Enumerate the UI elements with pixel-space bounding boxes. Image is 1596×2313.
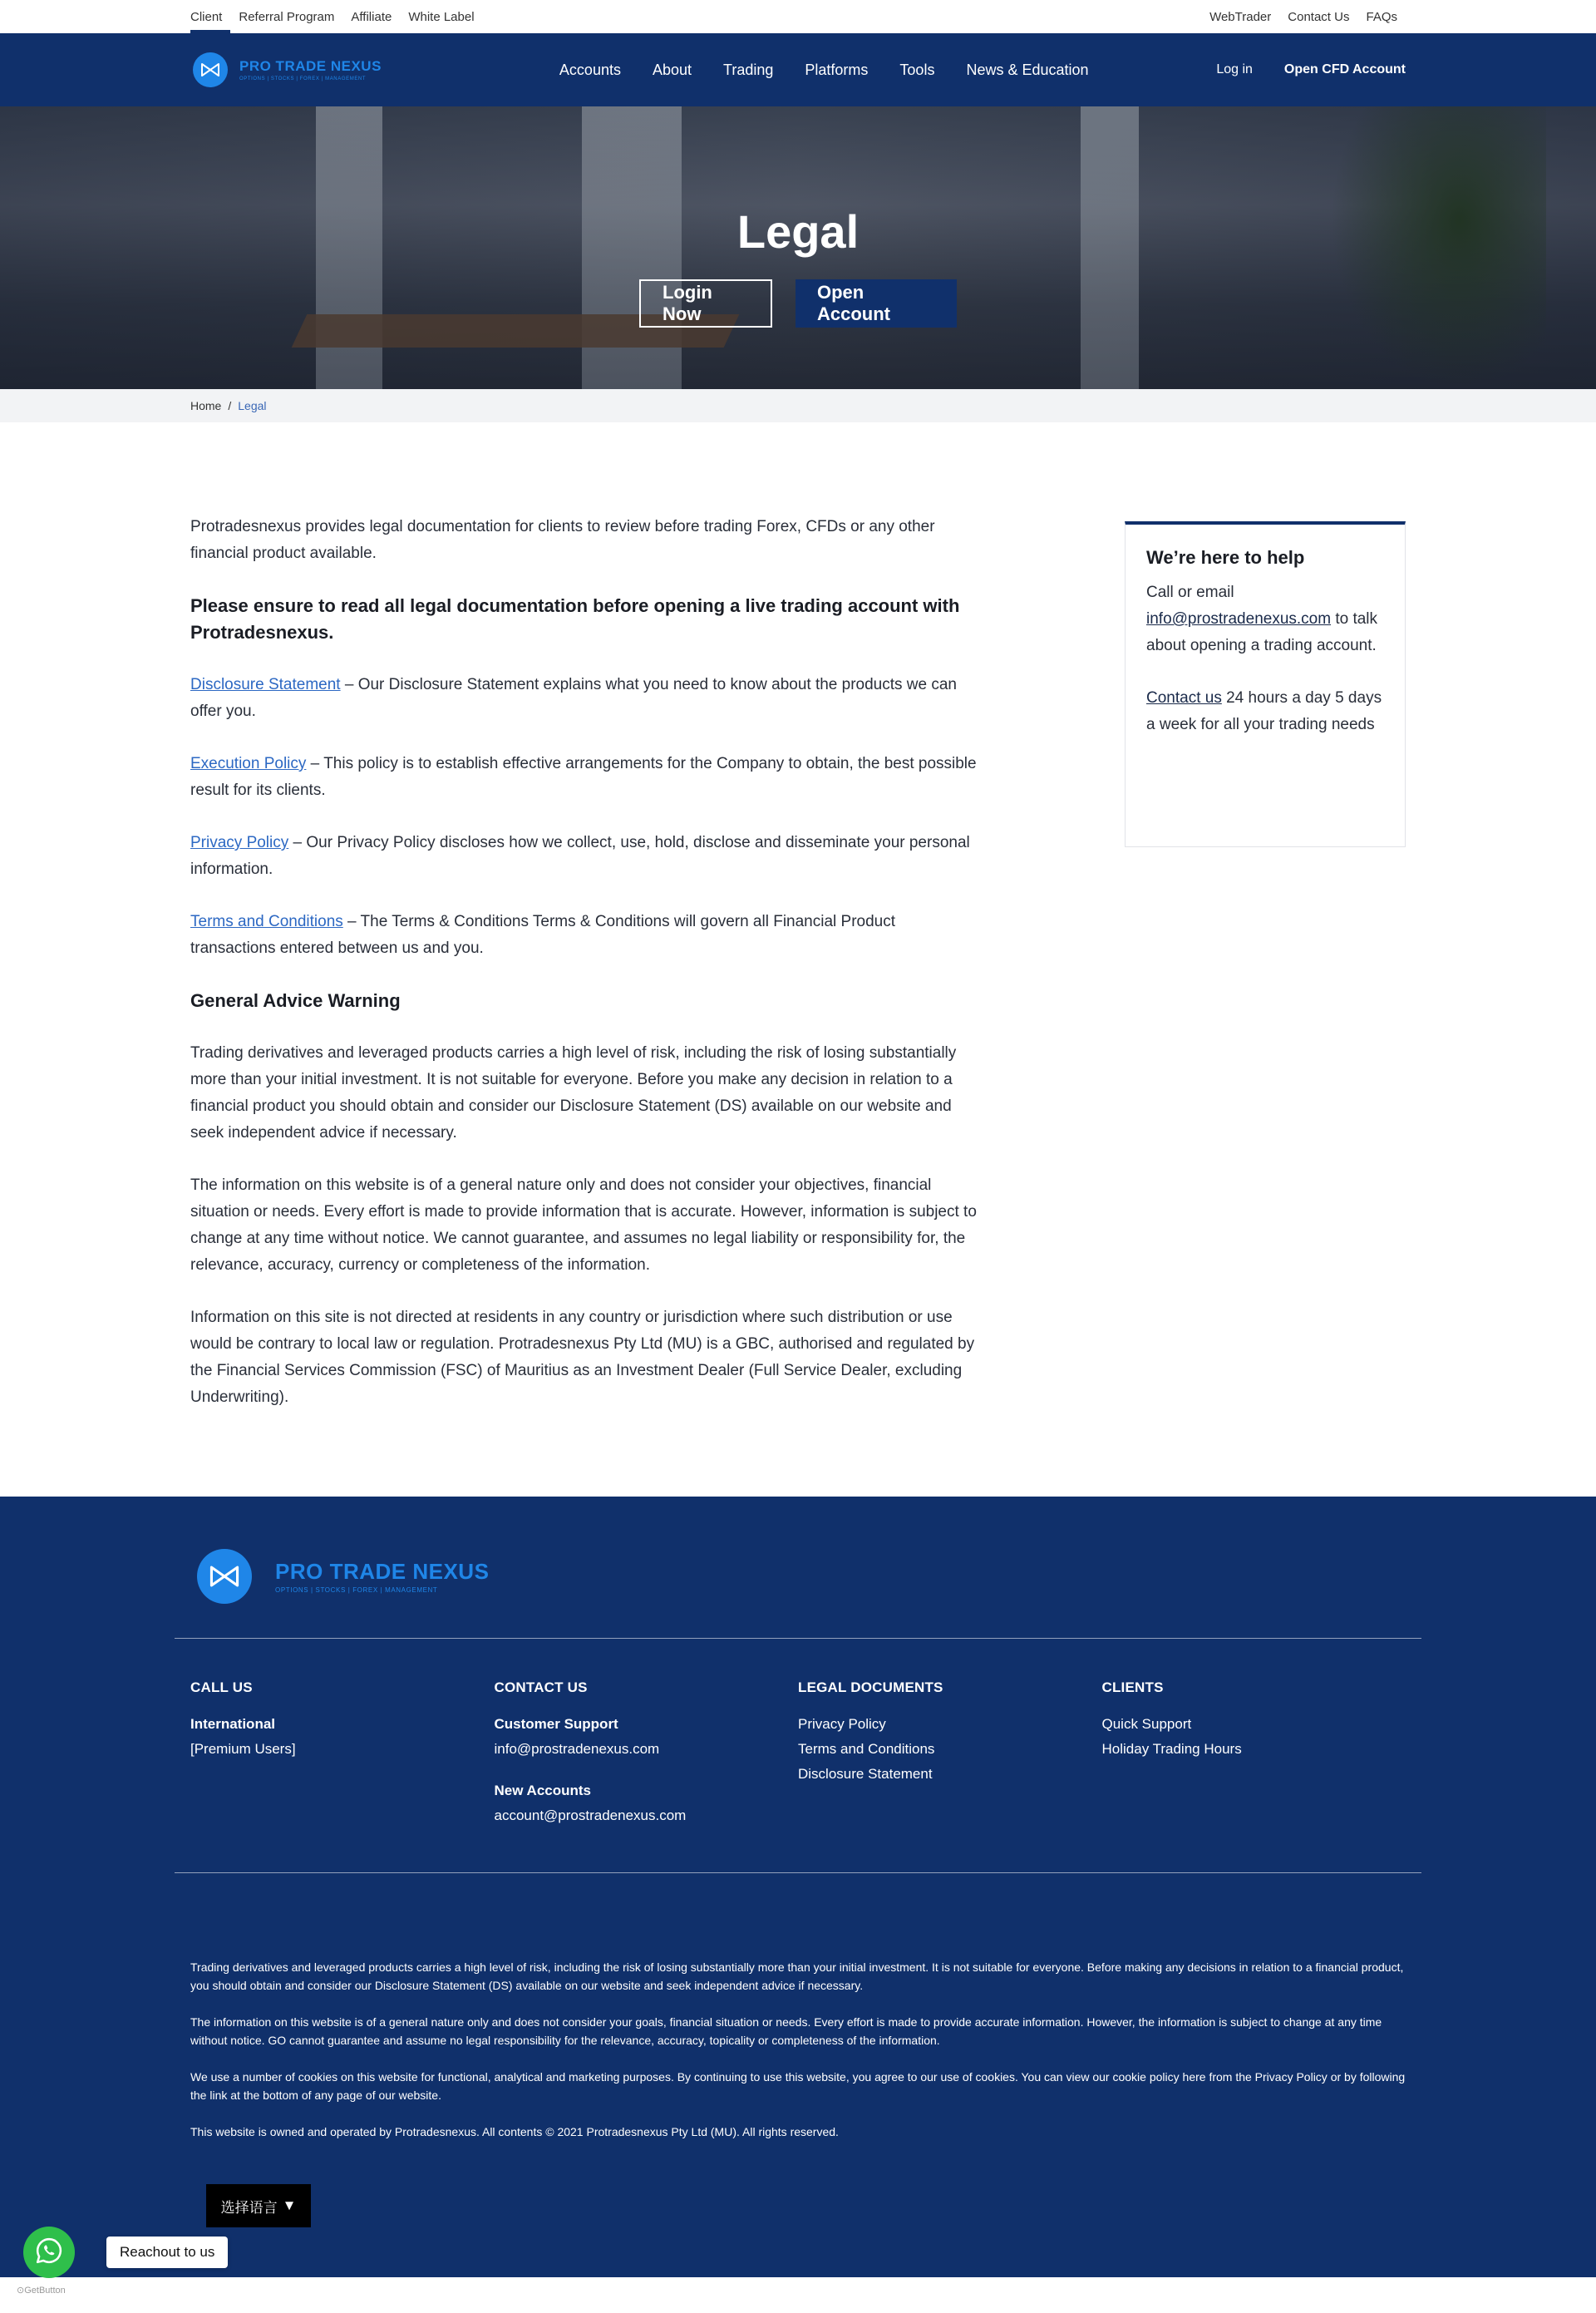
- utility-link-affiliate[interactable]: Affiliate: [351, 9, 392, 24]
- help-contact-text: [1146, 685, 1384, 738]
- footer-call-premium: [Premium Users]: [190, 1741, 296, 1757]
- nav-menu: [544, 62, 1105, 79]
- doc-item: [190, 830, 980, 883]
- nav-item-platforms[interactable]: Platforms: [805, 61, 869, 78]
- whatsapp-button[interactable]: [23, 2227, 75, 2278]
- breadcrumb-home[interactable]: Home: [190, 399, 222, 412]
- whatsapp-icon: [35, 2237, 63, 2269]
- footer-col-legal: [798, 1675, 1102, 1828]
- footer-columns: [190, 1675, 1406, 1828]
- doc-description: – This policy is to establish effective arrangements for the Company to obtain, the best possible result for its clients.: [190, 755, 977, 799]
- footer-logo-tagline: OPTIONS | STOCKS | FOREX | MANAGEMENT: [275, 1586, 438, 1594]
- footer-col-title: LEGAL DOCUMENTS: [798, 1679, 943, 1695]
- nav-item-tools[interactable]: Tools: [899, 61, 935, 78]
- footer-divider: [175, 1638, 1421, 1639]
- warning-heading: General Advice Warning: [190, 990, 401, 1011]
- footer-spacer: [495, 1762, 799, 1778]
- help-card: [1125, 521, 1406, 847]
- utility-link-client[interactable]: Client: [190, 0, 230, 33]
- chevron-down-icon: ▼: [282, 2197, 297, 2213]
- open-account-button[interactable]: Open Account: [796, 279, 957, 328]
- footer-col-title: CONTACT US: [494, 1679, 588, 1695]
- nav-actions: [1216, 62, 1406, 77]
- breadcrumb-current: Legal: [238, 399, 267, 412]
- login-link[interactable]: Log in: [1216, 62, 1253, 76]
- login-now-button[interactable]: Login Now: [639, 279, 772, 328]
- footer-disclaimers: [190, 1958, 1406, 2159]
- getbutton-logo-icon: ⊙: [17, 2286, 25, 2296]
- utility-right: [1201, 0, 1406, 33]
- doc-item: [190, 672, 980, 725]
- site-footer: [0, 1497, 1596, 2277]
- disclosure-statement-link[interactable]: Disclosure Statement: [190, 676, 341, 693]
- warning-paragraph: Trading derivatives and leveraged products carries a high level of risk, including the risk of losing substantially more than your initial investment. It is not suitable for everyone. Before you make any decision in relation to a financial product you should obtain and consider our Disclosure Statement (DS) available on our website and seek independent advice if necessary.: [190, 1044, 957, 1142]
- language-selector[interactable]: [206, 2184, 311, 2227]
- doc-item: [190, 909, 980, 962]
- contact-us-link[interactable]: Contact us: [1146, 689, 1222, 707]
- footer-disclosure-link[interactable]: Disclosure Statement: [798, 1766, 933, 1782]
- execution-policy-link[interactable]: Execution Policy: [190, 755, 307, 772]
- warning-paragraph: The information on this website is of a general nature only and does not consider your objectives, financial situation or needs. Every effort is made to provide information that is accurate. However, information is subject to change at any time without notice. We cannot guarantee, and assumes no legal liability or responsibility for, the relevance, accuracy, currency or completeness of the information.: [190, 1176, 977, 1274]
- utility-link-faqs[interactable]: FAQs: [1366, 9, 1397, 24]
- footer-disclaimer: Trading derivatives and leveraged products carries a high level of risk, including the risk of losing substantially more than your initial investment. It is not suitable for everyone. Before making any decisions in relation to a financial product, you should obtain and consider our Disclosure Statement (DS) available on our website and seek independent advice if necessary.: [190, 1960, 1404, 1992]
- main-nav: [0, 33, 1596, 106]
- site-logo[interactable]: [193, 52, 382, 87]
- footer-col-title: CLIENTS: [1101, 1679, 1164, 1695]
- utility-link-referral[interactable]: Referral Program: [239, 9, 335, 24]
- doc-description: – The Terms & Conditions Terms & Conditions will govern all Financial Product transactions entered between us and you.: [190, 913, 896, 957]
- footer-support-email[interactable]: info@prostradenexus.com: [494, 1741, 660, 1757]
- logo-text: [239, 58, 382, 81]
- legal-main: [190, 514, 980, 1497]
- warning-paragraph: Information on this site is not directed at residents in any country or jurisdiction where such distribution or use would be contrary to local law or regulation. Protradesnexus Pty Ltd (MU) is a GBC, authorised and regulated by the Financial Services Commission (FSC) of Mauritius as an Investment Dealer (Full Service Dealer, excluding Underwriting).: [190, 1309, 975, 1406]
- footer-accounts-email[interactable]: account@prostradenexus.com: [494, 1807, 687, 1823]
- footer-logo[interactable]: [197, 1549, 489, 1604]
- breadcrumb: [0, 389, 1596, 422]
- getbutton-credit: [17, 2285, 66, 2296]
- utility-bar: [0, 0, 1596, 33]
- doc-description: – Our Privacy Policy discloses how we collect, use, hold, disclose and disseminate your personal information.: [190, 834, 970, 878]
- footer-disclaimer: We use a number of cookies on this website for functional, analytical and marketing purposes. By continuing to use this website, you agree to our use of cookies. You can view our cookie policy here from the Privacy Policy or by following the link at the bottom of any page of our website.: [190, 2070, 1406, 2102]
- page-title: Legal: [736, 205, 860, 258]
- utility-link-webtrader[interactable]: WebTrader: [1209, 9, 1272, 24]
- footer-disclaimer: The information on this website is of a general nature only and does not consider your goals, financial situation or needs. Every effort is made to provide accurate information. However, the information is subject to change at any time without notice. GO cannot guarantee and assume no legal responsibility for the relevance, accuracy, topicality or completeness of the information.: [190, 2015, 1382, 2047]
- hero-buttons: [0, 279, 1596, 328]
- footer-accounts-label: New Accounts: [494, 1783, 592, 1798]
- content-area: [0, 514, 1596, 1497]
- terms-conditions-link[interactable]: Terms and Conditions: [190, 913, 343, 930]
- logo-tagline: OPTIONS | STOCKS | FOREX | MANAGEMENT: [239, 76, 367, 81]
- privacy-policy-link[interactable]: Privacy Policy: [190, 834, 289, 851]
- open-cfd-account-link[interactable]: Open CFD Account: [1283, 62, 1406, 76]
- help-call-suffix: to talk about opening a trading account.: [1146, 610, 1378, 654]
- reachout-tooltip[interactable]: Reachout to us: [106, 2237, 228, 2268]
- footer-holiday-hours-link[interactable]: Holiday Trading Hours: [1101, 1741, 1242, 1757]
- footer-logo-text: [275, 1559, 489, 1594]
- doc-item: [190, 751, 980, 804]
- help-email-link[interactable]: info@prostradenexus.com: [1146, 610, 1332, 628]
- help-title: We’re here to help: [1146, 547, 1305, 568]
- footer-terms-link[interactable]: Terms and Conditions: [798, 1741, 935, 1757]
- nav-item-about[interactable]: About: [652, 61, 692, 78]
- utility-link-contact[interactable]: Contact Us: [1288, 9, 1350, 24]
- getbutton-credit-text: GetButton: [24, 2286, 66, 2296]
- footer-privacy-link[interactable]: Privacy Policy: [798, 1716, 886, 1732]
- bowtie-logo-icon: [197, 1549, 252, 1604]
- hero-banner: [0, 106, 1596, 389]
- help-hours-text: 24 hours a day 5 days a week for all your trading needs: [1146, 689, 1382, 733]
- bowtie-logo-icon: [193, 52, 228, 87]
- footer-copyright: This website is owned and operated by Protradesnexus. All contents © 2021 Protradesnexus Pty Ltd (MU). All rights reserved.: [190, 2125, 839, 2138]
- logo-brand: PRO TRADE NEXUS: [239, 58, 382, 74]
- footer-quick-support-link[interactable]: Quick Support: [1101, 1716, 1192, 1732]
- nav-item-news-education[interactable]: News & Education: [966, 61, 1089, 78]
- intro-text: Protradesnexus provides legal documentation for clients to review before trading Forex, CFDs or any other financial product available.: [190, 518, 935, 562]
- breadcrumb-separator: /: [228, 399, 232, 412]
- footer-logo-brand: PRO TRADE NEXUS: [275, 1559, 490, 1584]
- nav-item-accounts[interactable]: Accounts: [559, 61, 621, 78]
- footer-divider: [175, 1872, 1421, 1873]
- footer-col-contact-us: [495, 1675, 799, 1828]
- footer-support-label: Customer Support: [494, 1716, 618, 1732]
- footer-call-international: International: [190, 1716, 276, 1732]
- footer-col-clients: [1102, 1675, 1406, 1828]
- doc-description: – Our Disclosure Statement explains what you need to know about the products we can offer you.: [190, 676, 957, 720]
- help-call-text: [1146, 579, 1384, 659]
- nav-item-trading[interactable]: Trading: [723, 61, 774, 78]
- footer-col-call-us: [190, 1675, 495, 1828]
- utility-left: [190, 0, 483, 33]
- footer-col-title: CALL US: [190, 1679, 253, 1695]
- help-call-prefix: Call or email: [1146, 584, 1234, 601]
- ensure-notice: Please ensure to read all legal documentation before opening a live trading account with Protradesnexus.: [190, 595, 960, 643]
- language-label: 选择语言: [220, 2199, 278, 2216]
- utility-link-white-label[interactable]: White Label: [408, 9, 475, 24]
